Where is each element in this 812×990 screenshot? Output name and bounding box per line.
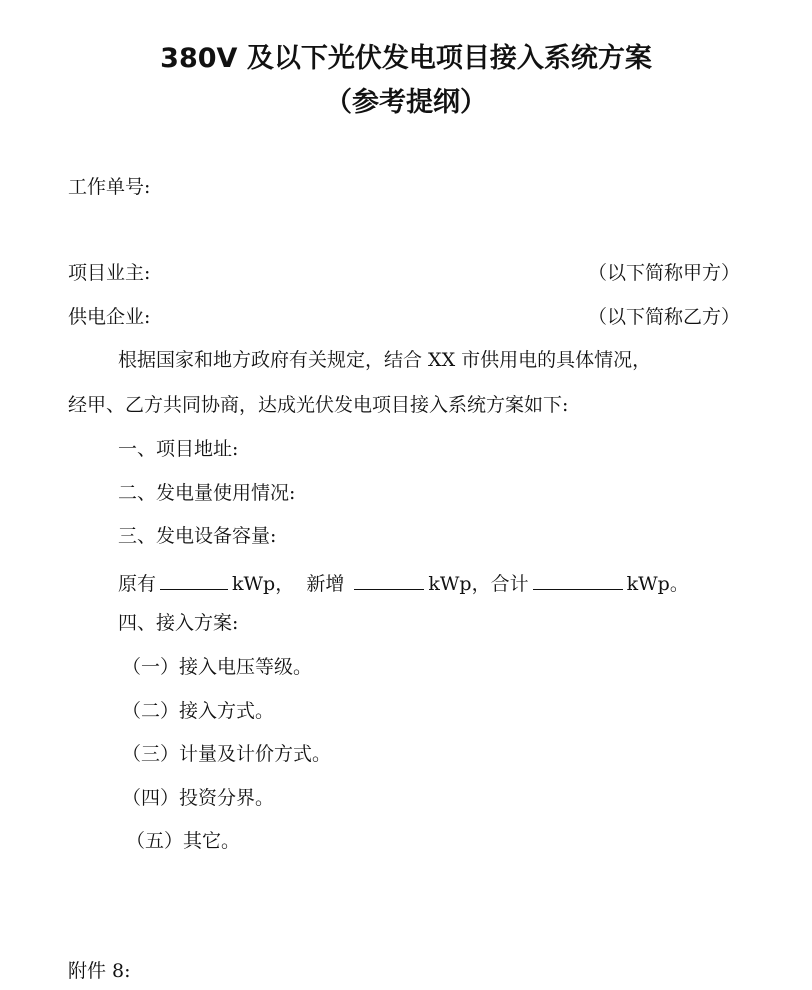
sub-metering-pricing: （三）计量及计价方式。 bbox=[122, 743, 332, 765]
document-subtitle: （参考提纲） bbox=[325, 87, 487, 118]
sub-voltage-level: （一）接入电压等级。 bbox=[122, 656, 313, 678]
item-equipment-capacity: 三、发电设备容量: bbox=[118, 525, 277, 547]
intro-paragraph-line2: 经甲、乙方共同协商，达成光伏发电项目接入系统方案如下: bbox=[68, 394, 569, 416]
supplier-label: 供电企业: bbox=[68, 306, 151, 328]
existing-label: 原有 bbox=[118, 573, 157, 595]
unit-existing: kWp， bbox=[232, 573, 295, 595]
unit-total: kWp。 bbox=[626, 573, 689, 595]
document-title: 380V 及以下光伏发电项目接入系统方案 bbox=[160, 43, 652, 74]
work-order-label: 工作单号: bbox=[68, 176, 151, 198]
total-capacity-blank[interactable] bbox=[533, 571, 623, 590]
existing-capacity-blank[interactable] bbox=[160, 571, 228, 590]
item-power-usage: 二、发电量使用情况: bbox=[118, 482, 296, 504]
owner-label: 项目业主: bbox=[68, 262, 151, 284]
supplier-note: （以下简称乙方） bbox=[588, 306, 741, 328]
sub-access-method: （二）接入方式。 bbox=[122, 700, 275, 722]
attachment-label: 附件 8: bbox=[68, 960, 131, 982]
new-label: 新增 bbox=[306, 573, 345, 595]
new-capacity-blank[interactable] bbox=[354, 571, 424, 590]
sub-investment-boundary: （四）投资分界。 bbox=[122, 787, 275, 809]
intro-paragraph-line1: 根据国家和地方政府有关规定，结合 XX 市供用电的具体情况， bbox=[118, 349, 652, 371]
capacity-line bbox=[118, 571, 689, 594]
owner-note: （以下简称甲方） bbox=[588, 262, 741, 284]
item-project-address: 一、项目地址: bbox=[118, 438, 239, 460]
sub-others: （五）其它。 bbox=[126, 830, 241, 852]
item-access-plan: 四、接入方案: bbox=[118, 612, 239, 634]
unit-new-total: kWp，合计 bbox=[428, 573, 529, 595]
